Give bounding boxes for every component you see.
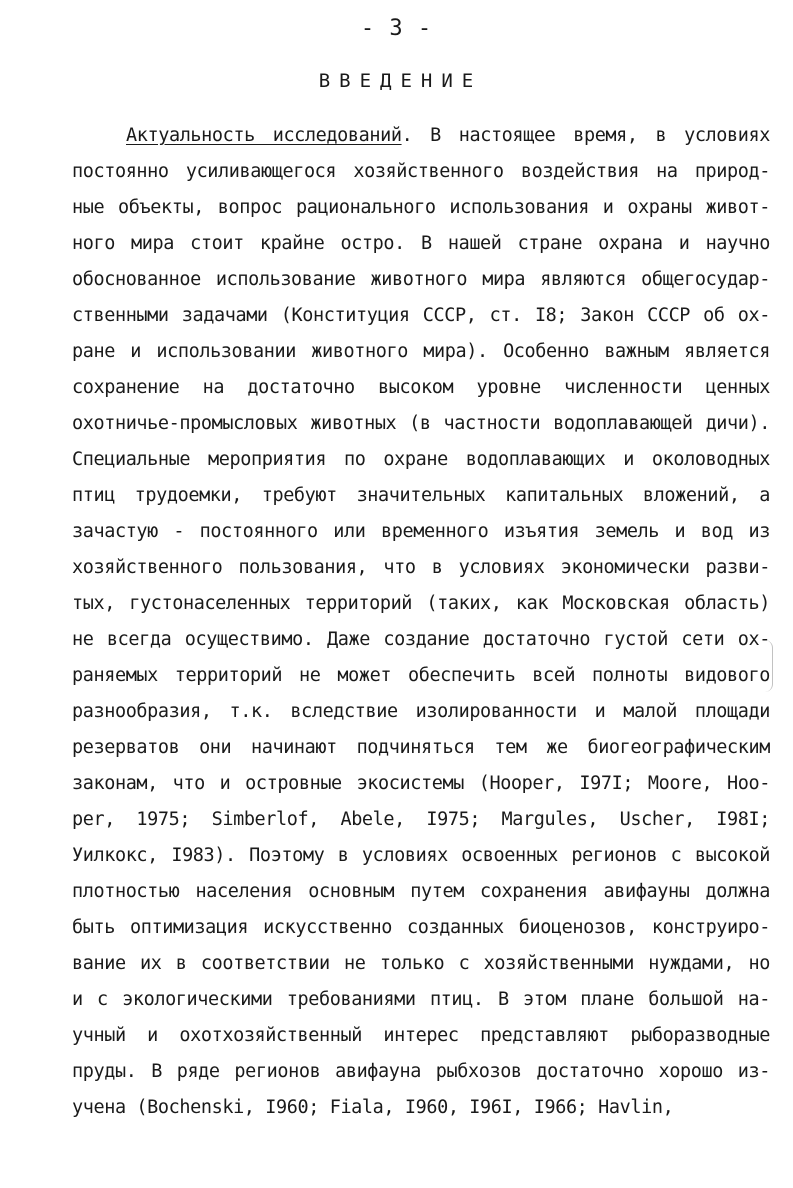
page-number: - 3 - [360, 16, 433, 41]
text-line: законам, что и островные экосистемы (Hooper, I97I; Moore, Hoo- [72, 773, 770, 794]
text-line: учный и охотхозяйственный интерес представляют рыборазводные [72, 1025, 770, 1046]
text-line: обоснованное использование животного мира являются общегосудар- [72, 269, 770, 290]
text-line: хозяйственного пользования, что в условиях экономически разви- [72, 557, 770, 578]
margin-bracket-mark [764, 640, 773, 692]
text-line: тых, густонаселенных территорий (таких, как Московская область) [72, 593, 770, 614]
text-line: пруды. В ряде регионов авифауна рыбхозов достаточно хорошо из- [72, 1061, 770, 1082]
text-line: быть оптимизация искусственно созданных биоценозов, конструиро- [72, 917, 770, 938]
text-line: учена (Bochenski, I960; Fiala, I960, I96I, I966; Havlin, [72, 1097, 674, 1118]
text-line: раняемых территорий не может обеспечить всей полноты видового [72, 665, 770, 686]
text-line: резерватов они начинают подчиняться тем же биогеографическим [72, 737, 770, 758]
text-line: зачастую - постоянного или временного изъятия земель и вод из [72, 521, 770, 542]
text-line [126, 124, 770, 148]
text-line: ственными задачами (Конституция СССР, ст. I8; Закон СССР об ох- [72, 305, 770, 326]
text-line: птиц трудоемки, требуют значительных капитальных вложений, а [72, 485, 770, 506]
text-line: ные объекты, вопрос рационального использования и охраны живот- [72, 197, 770, 218]
text-line: не всегда осуществимо. Даже создание достаточно густой сети ох- [72, 629, 770, 650]
text-line-rest: . В настоящее время, в условиях [401, 125, 770, 146]
text-line: и с экологическими требованиями птиц. В этом плане большой на- [72, 989, 770, 1010]
lead-term: Актуальность исследований [126, 125, 402, 146]
text-line: ране и использовании животного мира). Особенно важным является [72, 341, 770, 362]
text-line: Уилкокс, I983). Поэтому в условиях освоенных регионов с высокой [72, 845, 770, 866]
text-line: Специальные мероприятия по охране водоплавающих и околоводных [72, 449, 770, 470]
text-line: вание их в соответствии не только с хозяйственными нуждами, но [72, 953, 770, 974]
section-heading: ВВЕДЕНИЕ [318, 70, 483, 92]
text-line: ного мира стоит крайне остро. В нашей стране охрана и научно [72, 233, 770, 254]
text-line: постоянно усиливающегося хозяйственного воздействия на природ- [72, 161, 770, 182]
text-line: плотностью населения основным путем сохранения авифауны должна [72, 881, 770, 902]
text-line: разнообразия, т.к. вследствие изолированности и малой площади [72, 701, 770, 722]
text-line: сохранение на достаточно высоком уровне численности ценных [72, 377, 770, 398]
text-line: per, 1975; Simberlof, Abele, I975; Margules, Uscher, I98I; [72, 809, 770, 830]
text-line: охотничье-промысловых животных (в частности водоплавающей дичи). [72, 413, 770, 434]
